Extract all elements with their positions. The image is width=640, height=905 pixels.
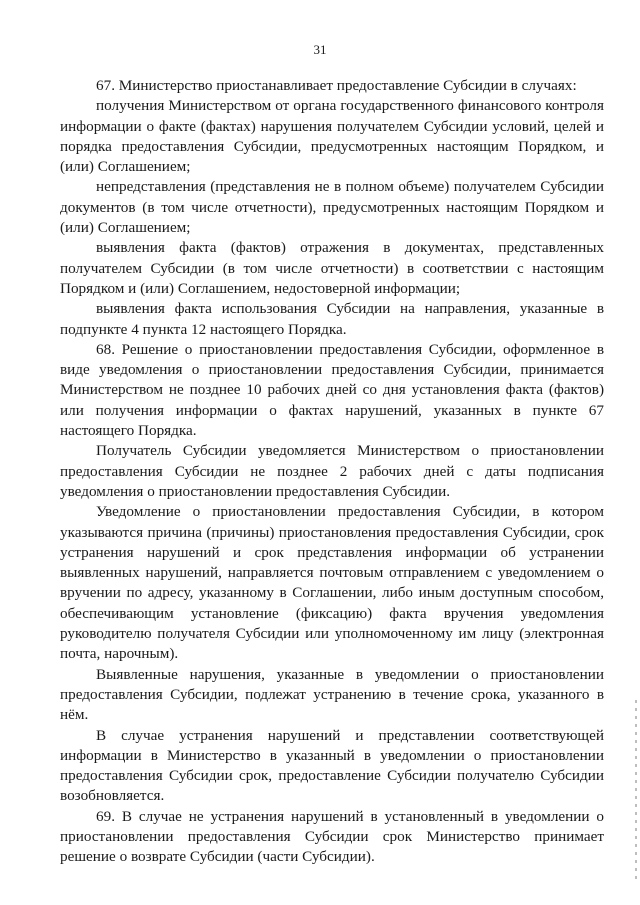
paragraph-68-resumption: В случае устранения нарушений и представлении соответствующей информации в Министерство в указанный в уведомлении о приостановлении предоставления Субсидии срок, предоставление Субсидии получателю Субсидии возобновляется. — [60, 726, 604, 805]
paragraph-67-case-3: выявления факта (фактов) отражения в документах, представленных получателем Субсидии (в том числе отчетности) в соответствии с настоящим Порядком и (или) Соглашением, недостоверной информации; — [60, 239, 604, 297]
paragraph-67-case-4: выявления факта использования Субсидии на направления, указанные в подпункте 4 пункта 12 настоящего Порядка. — [60, 300, 604, 338]
paragraph-68-notice-content: Уведомление о приостановлении предоставления Субсидии, в котором указываются причина (причины) приостановления предоставления Субсидии, срок устранения нарушений и срок представления информации об устранении выявленных нарушений, направляется почтовым отправлением с уведомлением о вручении по адресу, указанному в Соглашении, либо иным доступным способом, обеспечивающим установление (фиксацию) факта вручения уведомления руководителю получателя Субсидии или уполномоченному им лицу (электронная почта, нарочным). — [60, 503, 604, 663]
paragraph-67-case-2: непредставления (представления не в полном объеме) получателем Субсидии документов (в том числе отчетности), предусмотренных настоящим Порядком и (или) Соглашением; — [60, 178, 604, 237]
paragraph-67-case-1: получения Министерством от органа государственного финансового контроля информации о факте (фактах) нарушения получателем Субсидии условий, целей и порядка предоставления Субсидии, предусмотренных настоящим Порядком, и (или) Соглашением; — [60, 97, 604, 176]
document-body — [60, 76, 604, 868]
paragraph-68: 68. Решение о приостановлении предоставления Субсидии, оформленное в виде уведомления о приостановлении предоставления Субсидии, принимается Министерством не позднее 10 рабочих дней со дня установления факта (фактов) или получения информации о фактах нарушений, указанных в пункте 67 настоящего Порядка. — [60, 340, 604, 440]
paragraph-67-intro: 67. Министерство приостанавливает предоставление Субсидии в случаях: — [96, 77, 577, 94]
paragraph-69: 69. В случае не устранения нарушений в установленный в уведомлении о приостановлении предоставления Субсидии срок Министерство принимает решение о возврате Субсидии (части Субсидии). — [60, 807, 604, 866]
scan-edge-mark — [635, 700, 637, 880]
page-number: 31 — [313, 42, 327, 57]
paragraph-68-violations: Выявленные нарушения, указанные в уведомлении о приостановлении предоставления Субсидии, подлежат устранению в течение срока, указанного в нём. — [60, 665, 604, 724]
paragraph-68-notification: Получатель Субсидии уведомляется Министерством о приостановлении предоставления Субсидии не позднее 2 рабочих дней с даты подписания уведомления о приостановлении предоставления Субсидии. — [60, 442, 604, 500]
